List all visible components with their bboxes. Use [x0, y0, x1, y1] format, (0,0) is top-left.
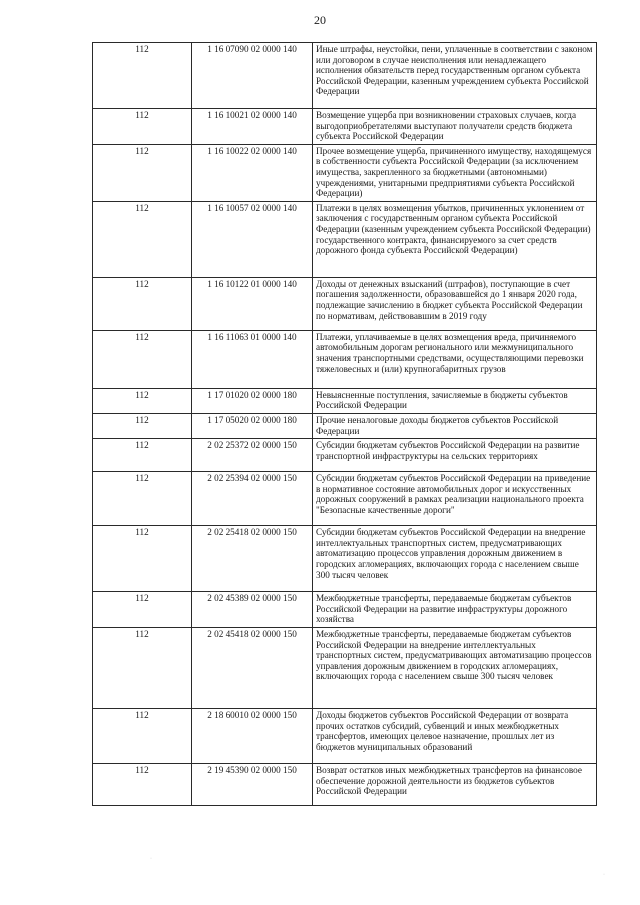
table-row	[93, 763, 597, 805]
revenue-name-cell: Межбюджетные трансферты, передаваемые бюджетам субъектов Российской Федерации на развитие инфраструктуры дорожного хозяйства	[313, 592, 597, 628]
budget-classification-code-cell: 2 19 45390 02 0000 150	[192, 763, 313, 805]
budget-classification-code-cell: 2 02 45418 02 0000 150	[192, 627, 313, 708]
table-row	[93, 330, 597, 388]
table-row	[93, 592, 597, 628]
scan-speck: ·	[603, 872, 605, 878]
table-body	[93, 43, 597, 806]
revenue-name-cell: Межбюджетные трансферты, передаваемые бюджетам субъектов Российской Федерации на внедрение интеллектуальных транспортных систем, предусматривающих автоматизацию процессов управления дорожным движением в городских агломерациях, включающих города с населением свыше 300 тысяч человек	[313, 627, 597, 708]
admin-code-cell: 112	[93, 109, 192, 145]
admin-code-cell: 112	[93, 277, 192, 330]
revenue-name-cell: Невыясненные поступления, зачисляемые в бюджеты субъектов Российской Федерации	[313, 388, 597, 413]
budget-classification-code-cell: 1 16 10022 02 0000 140	[192, 144, 313, 201]
revenue-name-cell: Доходы бюджетов субъектов Российской Федерации от возврата прочих остатков субсидий, субвенций и иных межбюджетных трансфертов, имеющих целевое назначение, прошлых лет из бюджетов муниципальных образований	[313, 708, 597, 763]
admin-code-cell: 112	[93, 763, 192, 805]
revenue-name-cell: Прочие неналоговые доходы бюджетов субъектов Российской Федерации	[313, 413, 597, 438]
admin-code-cell: 112	[93, 388, 192, 413]
page-number: 20	[314, 13, 326, 27]
revenue-name-cell: Субсидии бюджетам субъектов Российской Федерации на приведение в нормативное состояние автомобильных дорог и искусственных дорожных сооружений в рамках реализации национального проекта "Безопасные качественные дороги"	[313, 472, 597, 526]
budget-revenue-table	[92, 42, 597, 806]
budget-classification-code-cell: 1 16 10021 02 0000 140	[192, 109, 313, 145]
table-row	[93, 413, 597, 438]
revenue-name-cell: Платежи, уплачиваемые в целях возмещения вреда, причиняемого автомобильным дорогам регионального или межмуниципального значения транспортными средствами, осуществляющими перевозки тяжеловесных и (или) крупногабаритных грузов	[313, 330, 597, 388]
revenue-name-cell: Возмещение ущерба при возникновении страховых случаев, когда выгодоприобретателями выступают получатели средств бюджета субъекта Российской Федерации	[313, 109, 597, 145]
table-row	[93, 144, 597, 201]
table-row	[93, 708, 597, 763]
revenue-name-cell: Доходы от денежных взысканий (штрафов), поступающие в счет погашения задолженности, образовавшейся до 1 января 2020 года, подлежащие зачислению в бюджет субъекта Российской Федерации по нормативам, действовавшим в 2019 году	[313, 277, 597, 330]
admin-code-cell: 112	[93, 201, 192, 277]
admin-code-cell: 112	[93, 43, 192, 109]
budget-classification-code-cell: 1 17 05020 02 0000 180	[192, 413, 313, 438]
table-row	[93, 526, 597, 592]
table-row	[93, 201, 597, 277]
budget-classification-code-cell: 2 02 25418 02 0000 150	[192, 526, 313, 592]
admin-code-cell: 112	[93, 592, 192, 628]
table-row	[93, 43, 597, 109]
budget-classification-code-cell: 2 18 60010 02 0000 150	[192, 708, 313, 763]
table-row	[93, 388, 597, 413]
budget-classification-code-cell: 1 17 01020 02 0000 180	[192, 388, 313, 413]
budget-classification-code-cell: 1 16 11063 01 0000 140	[192, 330, 313, 388]
revenue-name-cell: Иные штрафы, неустойки, пени, уплаченные в соответствии с законом или договором в случае неисполнения или ненадлежащего исполнения обязательств перед государственным органом субъекта Российской Федерации, казенным учреждением субъекта Российской Федерации	[313, 43, 597, 109]
table-row	[93, 627, 597, 708]
budget-classification-code-cell: 2 02 25372 02 0000 150	[192, 439, 313, 472]
table-row	[93, 277, 597, 330]
table-row	[93, 109, 597, 145]
budget-classification-code-cell: 1 16 07090 02 0000 140	[192, 43, 313, 109]
budget-classification-code-cell: 1 16 10057 02 0000 140	[192, 201, 313, 277]
scan-speck: ·	[150, 856, 152, 862]
budget-classification-code-cell: 1 16 10122 01 0000 140	[192, 277, 313, 330]
revenue-name-cell: Субсидии бюджетам субъектов Российской Федерации на внедрение интеллектуальных транспортных систем, предусматривающих автоматизацию процессов управления дорожным движением в городских агломерациях, включающих города с населением свыше 300 тысяч человек	[313, 526, 597, 592]
revenue-name-cell: Субсидии бюджетам субъектов Российской Федерации на развитие транспортной инфраструктуры на сельских территориях	[313, 439, 597, 472]
revenue-name-cell: Платежи в целях возмещения убытков, причиненных уклонением от заключения с государственным органом субъекта Российской Федерации (казенным учреждением субъекта Российской Федерации) государственного контракта, финансируемого за счет средств дорожного фонда субъекта Российской Федерации)	[313, 201, 597, 277]
admin-code-cell: 112	[93, 627, 192, 708]
admin-code-cell: 112	[93, 526, 192, 592]
admin-code-cell: 112	[93, 472, 192, 526]
budget-classification-code-cell: 2 02 45389 02 0000 150	[192, 592, 313, 628]
admin-code-cell: 112	[93, 330, 192, 388]
table-row	[93, 439, 597, 472]
table-row	[93, 472, 597, 526]
admin-code-cell: 112	[93, 708, 192, 763]
admin-code-cell: 112	[93, 439, 192, 472]
revenue-name-cell: Возврат остатков иных межбюджетных трансфертов на финансовое обеспечение дорожной деятельности из бюджетов субъектов Российской Федерации	[313, 763, 597, 805]
budget-classification-code-cell: 2 02 25394 02 0000 150	[192, 472, 313, 526]
admin-code-cell: 112	[93, 144, 192, 201]
revenue-name-cell: Прочее возмещение ущерба, причиненного имуществу, находящемуся в собственности субъекта Российской Федерации (за исключением имущества, закрепленного за бюджетными (автономными) учреждениями, унитарными предприятиями субъекта Российской Федерации)	[313, 144, 597, 201]
admin-code-cell: 112	[93, 413, 192, 438]
